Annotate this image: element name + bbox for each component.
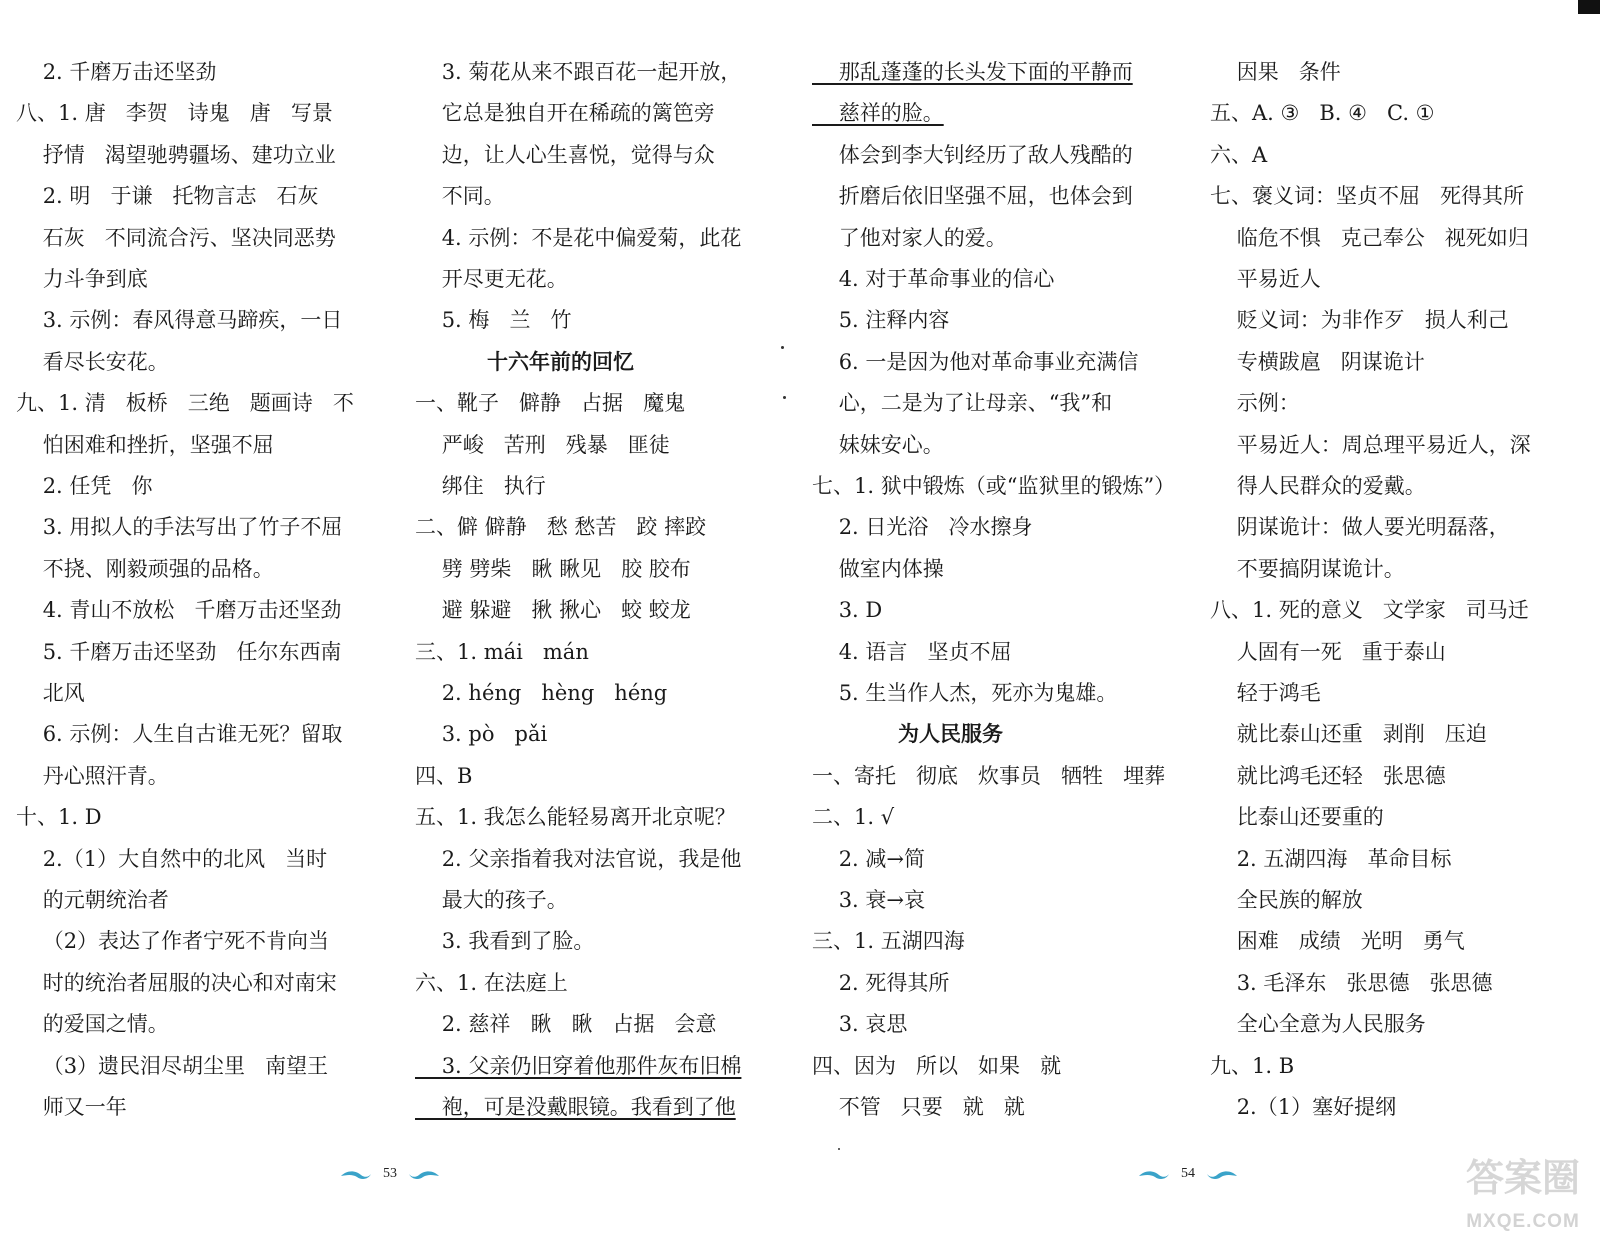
answer-line: 心，二是为了让母亲、“我”和 xyxy=(812,391,1113,416)
answer-line: 十、1. D xyxy=(16,805,102,830)
answer-line: 2. 千磨万击还坚劲 xyxy=(16,60,217,84)
answer-line: 九、1. 清 板桥 三绝 题画诗 不 xyxy=(16,391,354,416)
scan-speck xyxy=(838,1148,840,1150)
page-ornament-left-icon xyxy=(1137,1168,1171,1182)
answer-line: 3. 毛泽东 张思德 张思德 xyxy=(1210,970,1493,995)
answer-line: （3）遗民泪尽胡尘里 南望王 xyxy=(16,1053,329,1078)
answer-line: 3. 父亲仍旧穿着他那件灰布旧棉 xyxy=(415,1053,742,1078)
answer-line: 2.（1）塞好提纲 xyxy=(1210,1095,1397,1119)
answer-line: 绑住 执行 xyxy=(415,474,546,498)
answer-line: 5. 生当作人杰，死亦为鬼雄。 xyxy=(812,681,1118,705)
answer-line: 5. 梅 兰 竹 xyxy=(415,308,572,333)
answer-line: 三、1. mái mán xyxy=(415,639,589,664)
section-heading: 十六年前的回忆 xyxy=(487,348,634,374)
answer-line: 因果 条件 xyxy=(1210,60,1341,84)
answer-line: 6. 示例：人生自古谁无死？留取 xyxy=(16,722,343,747)
answer-line: 八、1. 唐 李贺 诗鬼 唐 写景 xyxy=(16,101,333,126)
answer-line: 3. pò pǎi xyxy=(415,722,548,747)
answer-line: 那乱蓬蓬的长头发下面的平静而 xyxy=(812,60,1133,84)
answer-line: 2. 明 于谦 托物言志 石灰 xyxy=(16,184,319,209)
answer-line: 五、1. 我怎么能轻易离开北京呢？ xyxy=(415,805,736,830)
answer-line: 三、1. 五湖四海 xyxy=(812,929,965,954)
answer-line: 2. 父亲指着我对法官说，我是他 xyxy=(415,846,742,871)
answer-line: 2.（1）大自然中的北风 当时 xyxy=(16,846,328,871)
watermark-logo xyxy=(1464,1147,1582,1233)
answer-line: 比泰山还要重的 xyxy=(1210,805,1384,830)
answer-line: 的爱国之情。 xyxy=(16,1012,169,1037)
answer-line: 最大的孩子。 xyxy=(415,888,568,912)
answer-line: 2. 死得其所 xyxy=(812,970,950,995)
answer-line: 人固有一死 重于泰山 xyxy=(1210,639,1446,664)
answer-line: 4. 示例：不是花中偏爱菊，此花 xyxy=(415,225,742,250)
answer-line: 3. D xyxy=(812,598,883,623)
answer-line: 全民族的解放 xyxy=(1210,888,1363,912)
answer-line: 五、A. ③ B. ④ C. ① xyxy=(1210,101,1435,126)
answer-line: 困难 成绩 光明 勇气 xyxy=(1210,929,1465,954)
answer-line: 专横跋扈 阴谋诡计 xyxy=(1210,349,1425,374)
answer-line: 阴谋诡计：做人要光明磊落， xyxy=(1210,515,1510,540)
answer-line: 时的统治者屈服的决心和对南宋 xyxy=(16,970,337,995)
answer-line: 不挠、刚毅顽强的品格。 xyxy=(16,556,274,581)
answer-line: 3. 我看到了脸。 xyxy=(415,929,595,954)
answer-line: 它总是独自开在稀疏的篱笆旁 xyxy=(415,101,715,126)
answer-line: 妹妹安心。 xyxy=(812,432,944,457)
answer-line: 二、僻 僻静 愁 愁苦 跤 摔跤 xyxy=(415,515,707,540)
page-number: 53 xyxy=(383,1166,397,1181)
answer-line: 不同。 xyxy=(415,184,505,209)
scan-edge-mark xyxy=(1578,0,1600,14)
answer-line: 力斗争到底 xyxy=(16,267,148,291)
answer-line: 四、B xyxy=(415,763,473,788)
answer-line: 避 躲避 揪 揪心 蛟 蛟龙 xyxy=(415,598,691,623)
answer-line: 贬义词：为非作歹 损人利己 xyxy=(1210,308,1509,333)
answer-line: 慈祥的脸。 xyxy=(812,101,944,126)
answer-line: 体会到李大钊经历了敌人残酷的 xyxy=(812,142,1133,167)
answer-line: 3. 哀思 xyxy=(812,1012,908,1037)
page-ornament-left-icon xyxy=(339,1168,373,1182)
answer-line: 六、1. 在法庭上 xyxy=(415,970,568,995)
answer-line: 2. 日光浴 冷水擦身 xyxy=(812,515,1033,540)
watermark-mark: 答案圈 xyxy=(1465,1156,1580,1200)
answer-line: 了他对家人的爱。 xyxy=(812,225,1007,250)
section-heading: 为人民服务 xyxy=(898,721,1003,747)
answer-line: 2. 减→简 xyxy=(812,846,926,871)
answer-line: 3. 示例：春风得意马蹄疾，一日 xyxy=(16,308,343,333)
answer-line: 看尽长安花。 xyxy=(16,349,169,374)
answer-line: 3. 衰→哀 xyxy=(812,888,926,912)
answer-line: 全心全意为人民服务 xyxy=(1210,1012,1426,1037)
answer-line: 2. 慈祥 瞅 瞅 占据 会意 xyxy=(415,1012,717,1037)
answer-line: 2. héng hèng héng xyxy=(415,681,668,705)
answer-line: 八、1. 死的意义 文学家 司马迁 xyxy=(1210,598,1529,623)
answer-line: 折磨后依旧坚强不屈，也体会到 xyxy=(812,184,1133,209)
answer-line: 的元朝统治者 xyxy=(16,888,169,912)
answer-line: 就比泰山还重 剥削 压迫 xyxy=(1210,722,1487,747)
answer-line: 七、褒义词：坚贞不屈 死得其所 xyxy=(1210,184,1525,209)
answer-line: 5. 千磨万击还坚劲 任尔东西南 xyxy=(16,639,342,664)
answer-line: 一、寄托 彻底 炊事员 牺牲 埋葬 xyxy=(812,763,1166,788)
answer-line: 严峻 苦刑 残暴 匪徒 xyxy=(415,432,670,457)
answer-line: 平易近人：周总理平易近人，深 xyxy=(1210,432,1531,457)
answer-line: 六、A xyxy=(1210,142,1268,167)
answer-line: 不管 只要 就 就 xyxy=(812,1095,1025,1119)
answer-line: 5. 注释内容 xyxy=(812,308,950,333)
answer-line: 九、1. B xyxy=(1210,1053,1295,1078)
answer-line: 做室内体操 xyxy=(812,556,944,581)
answer-line: 袍，可是没戴眼镜。我看到了他 xyxy=(415,1095,736,1119)
answer-line: 四、因为 所以 如果 就 xyxy=(812,1053,1062,1078)
answer-line: 3. 菊花从来不跟百花一起开放， xyxy=(415,60,742,84)
answer-line: （2）表达了作者宁死不肯向当 xyxy=(16,929,330,954)
page-number: 54 xyxy=(1181,1166,1195,1181)
answer-line: 边，让人心生喜悦，觉得与众 xyxy=(415,142,715,167)
watermark-text: MXQE.COM xyxy=(1466,1211,1580,1232)
answer-line: 示例： xyxy=(1210,391,1300,416)
answer-line: 不要搞阴谋诡计。 xyxy=(1210,556,1405,581)
answer-line: 怕困难和挫折，坚强不屈 xyxy=(16,432,274,457)
answer-line: 石灰 不同流合污、坚决同恶势 xyxy=(16,225,336,250)
answer-line: 一、靴子 僻静 占据 魔鬼 xyxy=(415,391,686,416)
scan-speck xyxy=(783,396,786,399)
page-ornament-right-icon xyxy=(1205,1168,1239,1182)
answer-line: 抒情 渴望驰骋疆场、建功立业 xyxy=(16,142,336,167)
answer-line: 轻于鸿毛 xyxy=(1210,681,1321,705)
answer-line: 劈 劈柴 瞅 瞅见 胶 胶布 xyxy=(415,556,691,581)
page-ornament-right-icon xyxy=(407,1168,441,1182)
answer-line: 北风 xyxy=(16,681,85,705)
answer-line: 平易近人 xyxy=(1210,267,1321,291)
answer-line: 3. 用拟人的手法写出了竹子不屈 xyxy=(16,515,343,540)
answer-line: 2. 五湖四海 革命目标 xyxy=(1210,846,1452,871)
scan-speck xyxy=(781,346,784,349)
answer-line: 七、1. 狱中锻炼（或“监狱里的锻炼”） xyxy=(812,474,1176,498)
answer-line: 就比鸿毛还轻 张思德 xyxy=(1210,763,1446,788)
answer-line: 丹心照汗青。 xyxy=(16,763,169,788)
answer-line: 开尽更无花。 xyxy=(415,267,568,291)
answer-line: 师又一年 xyxy=(16,1095,127,1119)
answer-line: 4. 语言 坚贞不屈 xyxy=(812,639,1012,664)
answer-line: 4. 对于革命事业的信心 xyxy=(812,267,1055,291)
answer-line: 二、1. √ xyxy=(812,805,895,830)
answer-line: 4. 青山不放松 千磨万击还坚劲 xyxy=(16,598,342,623)
answer-line: 6. 一是因为他对革命事业充满信 xyxy=(812,349,1139,374)
answer-line: 得人民群众的爱戴。 xyxy=(1210,474,1426,498)
answer-line: 2. 任凭 你 xyxy=(16,474,153,498)
answer-line: 临危不惧 克己奉公 视死如归 xyxy=(1210,225,1529,250)
